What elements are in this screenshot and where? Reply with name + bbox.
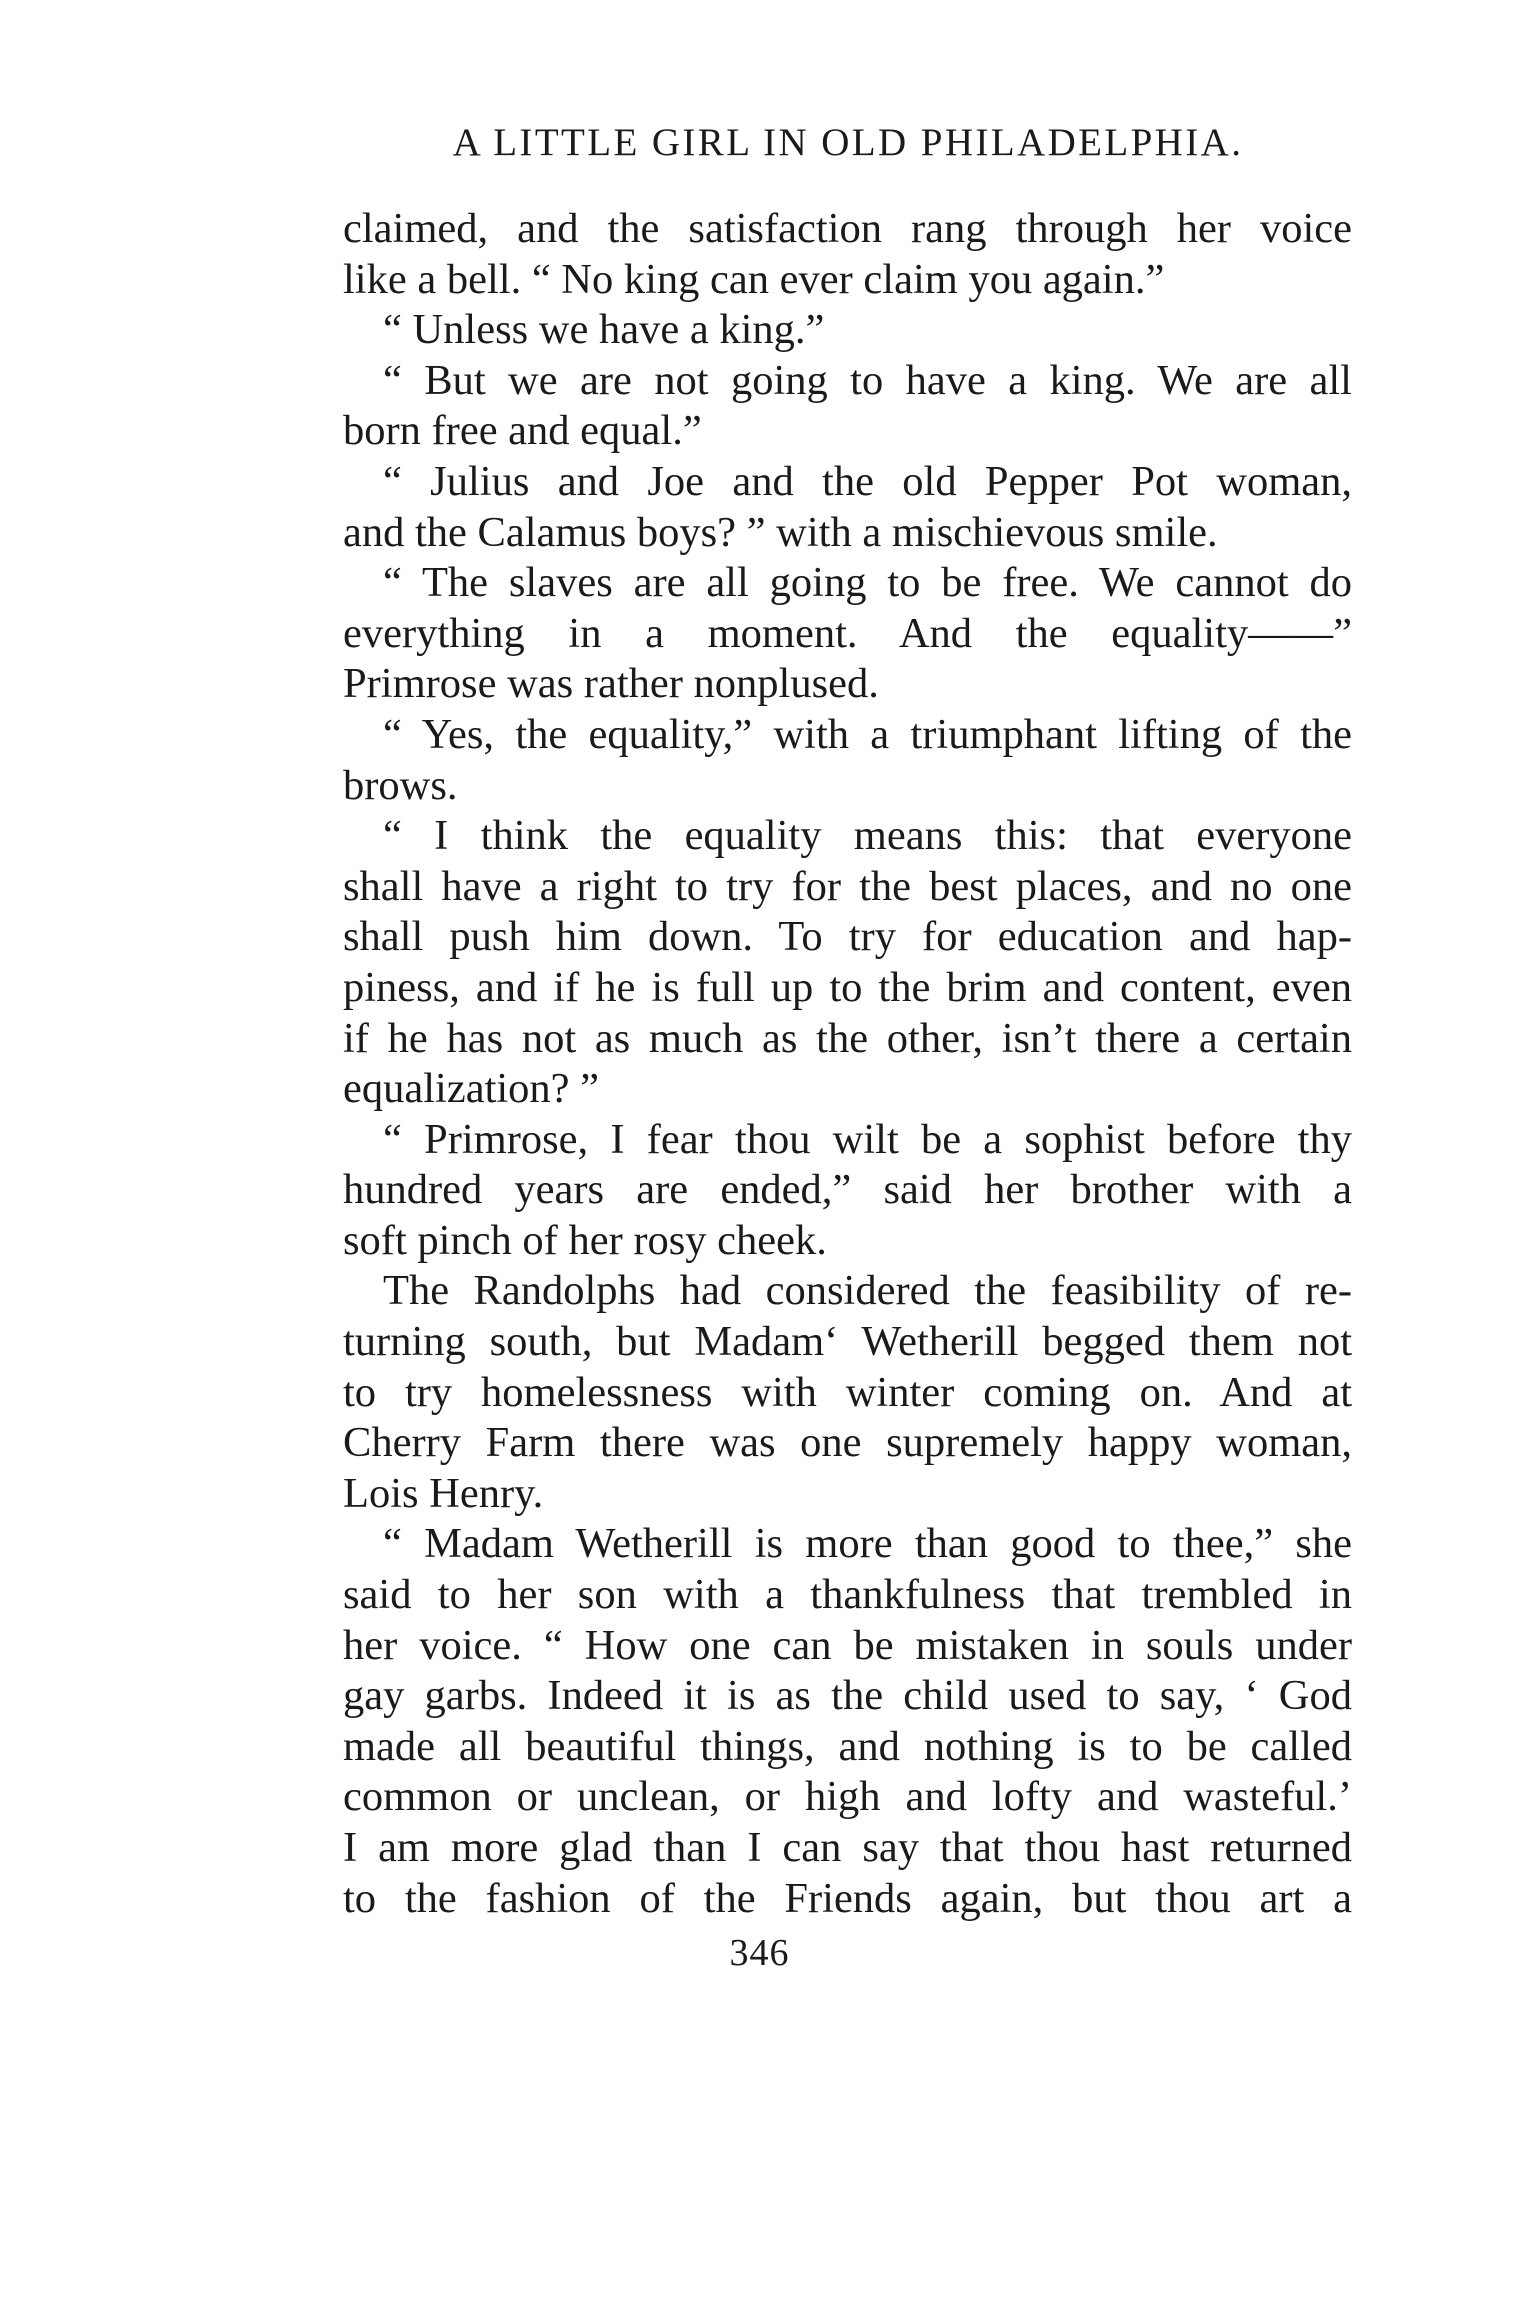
text-line: common or unclean, or high and lofty and wasteful.’ xyxy=(343,1773,1352,1821)
text-line: if he has not as much as the other, isn’t there a certain xyxy=(343,1014,1352,1062)
text-line: The Randolphs had considered the feasibility of re- xyxy=(383,1267,1352,1315)
text-line: born free and equal.” xyxy=(343,407,702,455)
text-line: gay garbs. Indeed it is as the child used to say, ‘ God xyxy=(343,1672,1352,1720)
text-line: “ Madam Wetherill is more than good to thee,” she xyxy=(383,1520,1352,1568)
text-line: piness, and if he is full up to the brim and content, even xyxy=(343,963,1352,1011)
text-line: soft pinch of her rosy cheek. xyxy=(343,1216,827,1264)
text-line: Cherry Farm there was one supremely happy woman, xyxy=(343,1419,1352,1467)
page-number: 346 xyxy=(729,1932,790,1974)
text-line: equalization? ” xyxy=(343,1065,600,1113)
text-line: “ Julius and Joe and the old Pepper Pot woman, xyxy=(383,457,1352,505)
text-line: I am more glad than I can say that thou hast returned xyxy=(343,1824,1352,1871)
text-line: and the Calamus boys? ” with a mischievous smile. xyxy=(343,508,1218,556)
text-line: Primrose was rather nonplused. xyxy=(343,660,879,708)
text-line: like a bell. “ No king can ever claim you again.” xyxy=(343,255,1165,303)
text-line: “ Yes, the equality,” with a triumphant lifting of the xyxy=(383,710,1352,758)
text-line: to try homelessness with winter coming on. And at xyxy=(343,1368,1352,1416)
running-head: A LITTLE GIRL IN OLD PHILADELPHIA. xyxy=(452,121,1244,164)
text-line: everything in a moment. And the equality——” xyxy=(343,609,1352,657)
text-line: to the fashion of the Friends again, but thou art a xyxy=(343,1874,1352,1922)
text-line: “ But we are not going to have a king. We are all xyxy=(383,356,1352,404)
text-line: said to her son with a thankfulness that trembled in xyxy=(343,1571,1352,1619)
text-line: her voice. “ How one can be mistaken in souls under xyxy=(343,1621,1352,1669)
text-line: shall have a right to try for the best places, and no one xyxy=(343,862,1352,910)
text-line: made all beautiful things, and nothing is to be called xyxy=(343,1722,1352,1770)
text-line: “ Unless we have a king.” xyxy=(383,306,825,354)
body-text xyxy=(343,204,1352,1924)
text-line: shall push him down. To try for education and hap- xyxy=(343,913,1352,961)
text-line: brows. xyxy=(343,761,458,809)
text-line: “ The slaves are all going to be free. We cannot do xyxy=(383,559,1352,607)
text-line: Lois Henry. xyxy=(343,1469,544,1517)
text-line: hundred years are ended,” said her brother with a xyxy=(343,1166,1352,1214)
text-line: “ I think the equality means this: that everyone xyxy=(383,812,1352,860)
text-line: turning south, but Madam‘ Wetherill begged them not xyxy=(343,1318,1352,1366)
text-line: claimed, and the satisfaction rang through her voice xyxy=(343,205,1352,252)
text-line: “ Primrose, I fear thou wilt be a sophist before thy xyxy=(383,1115,1352,1163)
